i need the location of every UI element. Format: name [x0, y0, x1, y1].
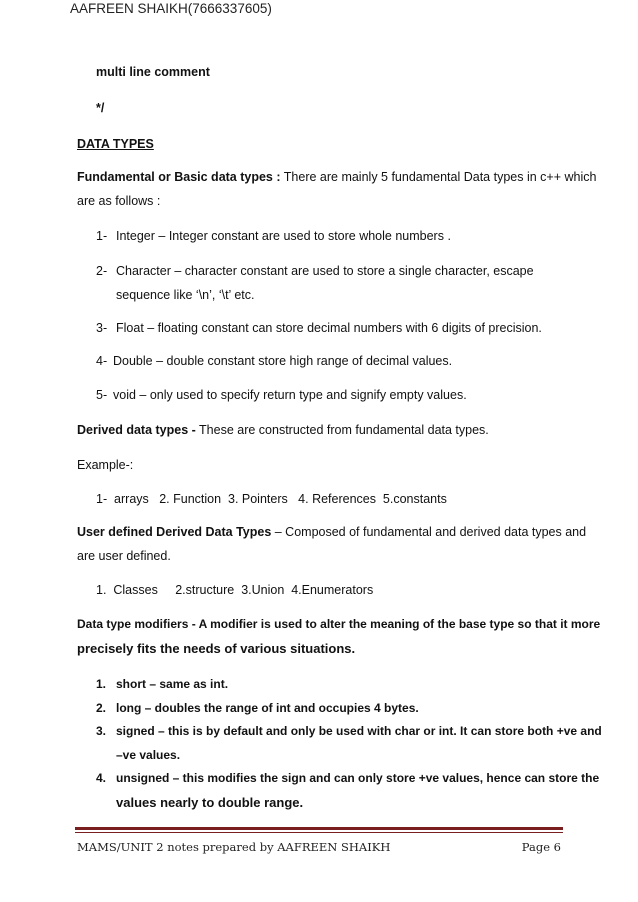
comment-line-1: multi line comment [96, 65, 210, 79]
list-item-text: Double – double constant store high range of decimal values. [113, 354, 453, 368]
list-item-number: 2- [96, 264, 108, 278]
modifier-item-number: 2. [96, 701, 107, 715]
modifier-item-text: signed – this is by default and only be used with char or int. It can store both +ve and [116, 724, 602, 738]
modifier-item-text: short – same as int. [116, 677, 229, 691]
list-item [96, 354, 453, 368]
modifier-item-text: unsigned – this modifies the sign and can only store +ve values, hence can store the [116, 771, 600, 785]
user-defined-list: 1. Classes 2.structure 3.Union 4.Enumerators [96, 583, 374, 597]
list-item [96, 321, 542, 335]
list-item-text: Float – floating constant can store decimal numbers with 6 digits of precision. [116, 321, 542, 335]
list-item-number: 1- [96, 229, 108, 243]
page-number: Page 6 [521, 840, 561, 854]
page-header: AAFREEN SHAIKH(7666337605) [70, 1, 272, 16]
fundamental-text-line2: are as follows : [77, 194, 161, 208]
modifier-item [96, 677, 229, 691]
modifier-item-text: long – doubles the range of int and occupies 4 bytes. [116, 701, 419, 715]
fundamental-text: There are mainly 5 fundamental Data types in c++ which [280, 170, 597, 184]
user-defined-text: – Composed of fundamental and derived data types and [271, 525, 587, 539]
fundamental-label: Fundamental or Basic data types : [77, 170, 281, 184]
fundamental-paragraph [77, 170, 596, 184]
modifier-item [96, 771, 600, 785]
list-item-text: void – only used to specify return type and signify empty values. [113, 388, 467, 402]
modifier-item-continuation: –ve values. [116, 748, 181, 762]
modifiers-line-2: precisely fits the needs of various situations. [77, 641, 356, 656]
footer-rule [75, 827, 563, 830]
comment-line-2: */ [96, 101, 105, 115]
list-item-continuation: sequence like ‘\n’, ‘\t’ etc. [116, 288, 255, 302]
section-title: DATA TYPES [77, 137, 154, 151]
modifier-item [96, 724, 602, 738]
list-item-text: Integer – Integer constant are used to store whole numbers . [116, 229, 451, 243]
list-item [96, 264, 534, 278]
derived-paragraph [77, 423, 489, 437]
list-item [96, 388, 467, 402]
example-list: 1- arrays 2. Function 3. Pointers 4. References 5.constants [96, 492, 447, 506]
user-defined-label: User defined Derived Data Types [77, 525, 272, 539]
modifier-item-number: 1. [96, 677, 107, 691]
modifiers-line-1: Data type modifiers - A modifier is used to alter the meaning of the base type so that it more [77, 617, 601, 631]
list-item-number: 4- [96, 354, 108, 368]
modifier-item-number: 4. [96, 771, 107, 785]
list-item [96, 229, 451, 243]
list-item-number: 3- [96, 321, 108, 335]
modifier-item [96, 701, 419, 715]
list-item-text: Character – character constant are used to store a single character, escape [116, 264, 534, 278]
derived-label: Derived data types - [77, 423, 196, 437]
footer-left: MAMS/UNIT 2 notes prepared by AAFREEN SHAIKH [77, 840, 391, 854]
footer-rule-thin [75, 832, 563, 833]
user-defined-text-line2: are user defined. [77, 549, 171, 563]
example-label: Example-: [77, 458, 134, 472]
modifier-item-number: 3. [96, 724, 107, 738]
user-defined-paragraph [77, 525, 586, 539]
derived-text: These are constructed from fundamental data types. [195, 423, 489, 437]
list-item-number: 5- [96, 388, 108, 402]
modifier-item-continuation: values nearly to double range. [116, 795, 304, 810]
